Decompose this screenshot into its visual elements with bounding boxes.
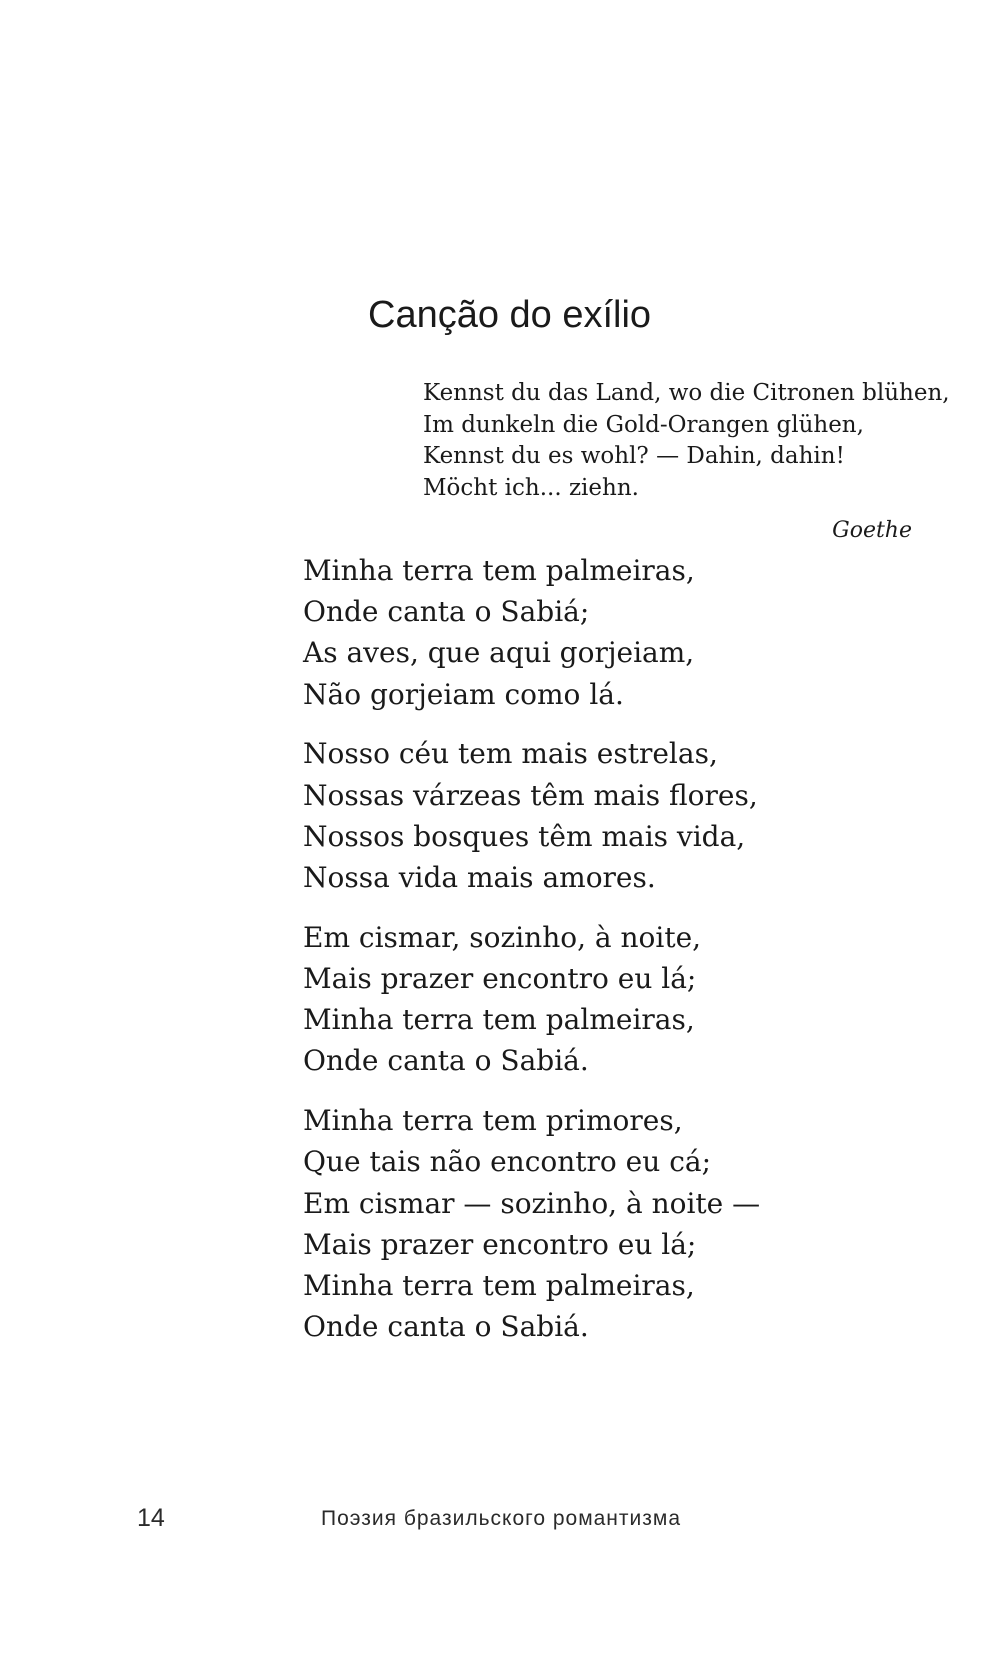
poem-body	[303, 550, 943, 1366]
verse-line: Nosso céu tem mais estrelas,	[303, 737, 718, 771]
running-head: Поэзия бразильского романтизма	[321, 1507, 682, 1530]
poem-title: Canção do exílio	[368, 294, 652, 336]
verse-line: Nossa vida mais amores.	[303, 861, 656, 895]
epigraph-line: Kennst du das Land, wo die Citronen blühen,	[423, 380, 950, 406]
verse-line: Minha terra tem primores,	[303, 1104, 683, 1138]
verse-line: Minha terra tem palmeiras,	[303, 1003, 695, 1037]
verse-line: Minha terra tem palmeiras,	[303, 1269, 695, 1303]
stanza	[303, 917, 943, 1082]
verse-line: As aves, que aqui gorjeiam,	[303, 636, 695, 670]
verse-line: Mais prazer encontro eu lá;	[303, 1227, 697, 1261]
verse-line: Nossos bosques têm mais vida,	[303, 819, 746, 853]
epigraph-line: Kennst du es wohl? — Dahin, dahin!	[423, 443, 845, 469]
epigraph	[423, 378, 950, 504]
epigraph-line: Im dunkeln die Gold-Orangen glühen,	[423, 411, 864, 438]
verse-line: Onde canta o Sabiá.	[303, 1310, 589, 1344]
page-number: 14	[137, 1504, 165, 1532]
stanza	[303, 550, 943, 715]
verse-line: Em cismar — sozinho, à noite —	[303, 1186, 761, 1220]
verse-line: Onde canta o Sabiá;	[303, 595, 590, 629]
verse-line: Onde canta o Sabiá.	[303, 1044, 589, 1078]
epigraph-attribution: Goethe	[832, 518, 912, 543]
page-footer	[0, 1502, 1000, 1534]
epigraph-line: Möcht ich... ziehn.	[423, 474, 639, 501]
verse-line: Não gorjeiam como lá.	[303, 677, 624, 711]
verse-line: Mais prazer encontro eu lá;	[303, 962, 697, 996]
verse-line: Que tais não encontro eu cá;	[303, 1145, 711, 1179]
stanza	[303, 733, 943, 898]
verse-line: Em cismar, sozinho, à noite,	[303, 920, 702, 954]
verse-line: Minha terra tem palmeiras,	[303, 554, 695, 587]
verse-line: Nossas várzeas têm mais flores,	[303, 778, 758, 812]
stanza	[303, 1100, 943, 1347]
